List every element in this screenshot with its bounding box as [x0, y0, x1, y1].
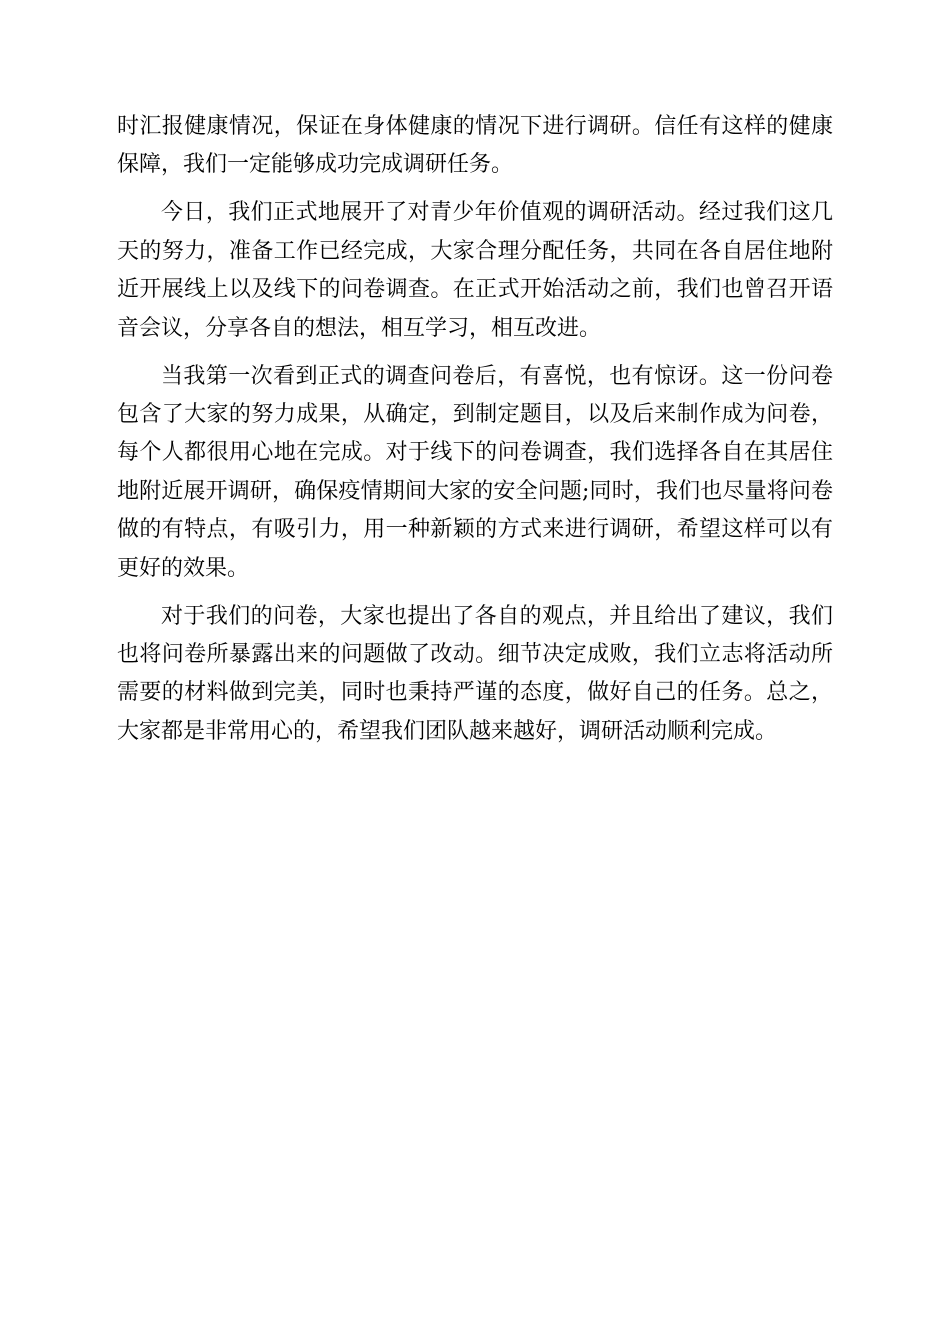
document-body	[117, 108, 833, 761]
paragraph-continuation: 时汇报健康情况，保证在身体健康的情况下进行调研。信任有这样的健康保障，我们一定能够成功完成调研任务。	[117, 114, 833, 178]
paragraph-questionnaire: 当我第一次看到正式的调查问卷后，有喜悦，也有惊讶。这一份问卷包含了大家的努力成果，从确定，到制定题目，以及后来制作成为问卷，每个人都很用心地在完成。对于线下的问卷调查，我们选择各自在其居住地附近展开调研，确保疫情期间大家的安全问题;同时，我们也尽量将问卷做的有特点，有吸引力，用一种新颖的方式来进行调研，希望这样可以有更好的效果。	[117, 363, 833, 581]
paragraph-feedback: 对于我们的问卷，大家也提出了各自的观点，并且给出了建议，我们也将问卷所暴露出来的问题做了改动。细节决定成败，我们立志将活动所需要的材料做到完美，同时也秉持严谨的态度，做好自己的任务。总之，大家都是非常用心的，希望我们团队越来越好，调研活动顺利完成。	[117, 603, 833, 744]
paragraph-survey-start: 今日，我们正式地展开了对青少年价值观的调研活动。经过我们这几天的努力，准备工作已经完成，大家合理分配任务，共同在各自居住地附近开展线上以及线下的问卷调查。在正式开始活动之前，我们也曾召开语音会议，分享各自的想法，相互学习，相互改进。	[117, 200, 833, 341]
